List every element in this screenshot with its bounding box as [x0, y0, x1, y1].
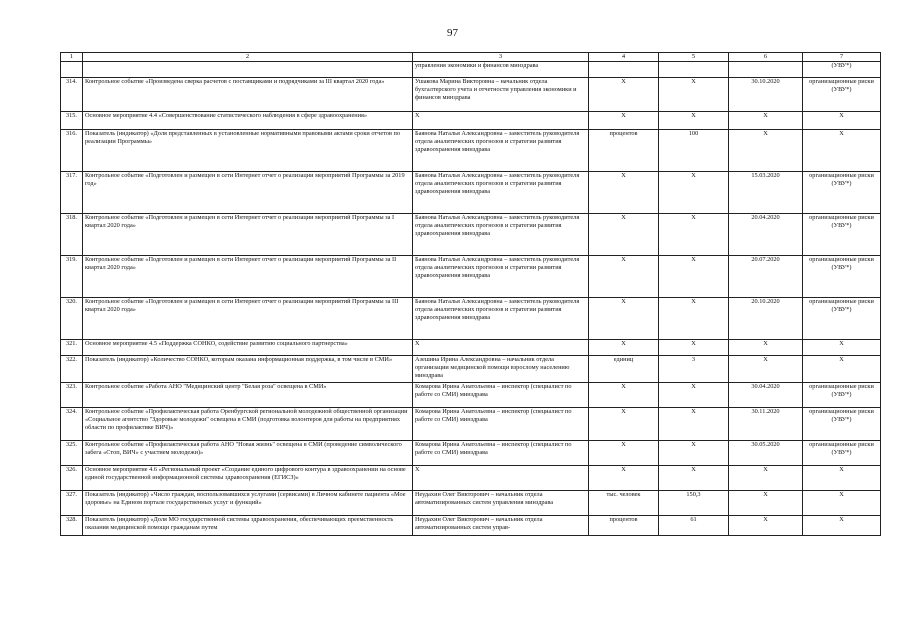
- cell-risk: X: [803, 466, 881, 491]
- table-row: [61, 112, 881, 130]
- column-header: 7: [803, 53, 881, 62]
- cell-num: [61, 62, 83, 78]
- cell-num: 324.: [61, 408, 83, 441]
- cell-value: 150,3: [659, 491, 729, 516]
- cell-risk: организационные риски (УВУ*): [803, 172, 881, 214]
- cell-value: X: [659, 214, 729, 256]
- cell-risk: X: [803, 356, 881, 383]
- cell-unit: [589, 62, 659, 78]
- cell-num: 318.: [61, 214, 83, 256]
- cell-num: 325.: [61, 441, 83, 466]
- cell-risk: организационные риски (УВУ*): [803, 408, 881, 441]
- cell-text: Контрольное событие «Подготовлен и размещен в сети Интернет отчет о реализации мероприятий Программы за III квартал 2020 года»: [83, 298, 413, 340]
- cell-date: 20.10.2020: [729, 298, 803, 340]
- cell-value: X: [659, 408, 729, 441]
- cell-unit: X: [589, 298, 659, 340]
- cell-date: [729, 62, 803, 78]
- cell-text: Контрольное событие «Подготовлен и размещен в сети Интернет отчет о реализации мероприятий Программы за II квартал 2020 года»: [83, 256, 413, 298]
- cell-date: 20.07.2020: [729, 256, 803, 298]
- cell-resp: Баянова Наталья Александровна – заместитель руководителя отдела аналитических прогнозов и стратегии развития здравоохранения минздрава: [413, 130, 589, 172]
- cell-num: 314.: [61, 78, 83, 112]
- cell-resp: Комарова Ирина Анатольевна – инспектор (специалист по работе со СМИ) минздрава: [413, 408, 589, 441]
- cell-text: Контрольное событие «Профилактическая работа Оренбургской региональной молодежной общественной организации «Социальное агентство "Здоровые молодежи" освещена в СМИ (подготовка волонтеров для работы на предприятиях области по профилактике ВИЧ)»: [83, 408, 413, 441]
- cell-resp: управления экономики и финансов минздрава: [413, 62, 589, 78]
- cell-unit: X: [589, 172, 659, 214]
- cell-value: X: [659, 256, 729, 298]
- cell-unit: X: [589, 441, 659, 466]
- cell-risk: организационные риски (УВУ*): [803, 383, 881, 408]
- cell-text: [83, 62, 413, 78]
- cell-risk: организационные риски (УВУ*): [803, 298, 881, 340]
- cell-resp: Неудахин Олег Викторович – начальник отдела автоматизированных систем управ-: [413, 516, 589, 536]
- cell-value: X: [659, 466, 729, 491]
- cell-text: Показатель (индикатор) «Доля представленных в установленные нормативными правовыми актами сроки отчетов по реализации Программы»: [83, 130, 413, 172]
- cell-num: 323.: [61, 383, 83, 408]
- cell-num: 322.: [61, 356, 83, 383]
- cell-risk: X: [803, 112, 881, 130]
- table-row: [61, 78, 881, 112]
- cell-risk: организационные риски (УВУ*): [803, 441, 881, 466]
- column-header: 1: [61, 53, 83, 62]
- cell-risk: X: [803, 491, 881, 516]
- cell-date: 30.04.2020: [729, 383, 803, 408]
- cell-date: X: [729, 491, 803, 516]
- cell-text: Контрольное событие «Подготовлен и размещен в сети Интернет отчет о реализации мероприятий Программы за I квартал 2020 года»: [83, 214, 413, 256]
- column-number-row: [61, 53, 881, 62]
- cell-date: 15.03.2020: [729, 172, 803, 214]
- cell-unit: X: [589, 256, 659, 298]
- cell-resp: Неудахин Олег Викторович – начальник отдела автоматизированных систем управления минздрава: [413, 491, 589, 516]
- table-row: [61, 466, 881, 491]
- table-row: [61, 172, 881, 214]
- cell-value: X: [659, 340, 729, 356]
- cell-num: 315.: [61, 112, 83, 130]
- cell-resp: X: [413, 466, 589, 491]
- cell-resp: Комарова Ирина Анатольевна – инспектор (специалист по работе со СМИ) минздрава: [413, 383, 589, 408]
- cell-risk: организационные риски (УВУ*): [803, 78, 881, 112]
- cell-num: 319.: [61, 256, 83, 298]
- cell-date: 20.04.2020: [729, 214, 803, 256]
- table-row: [61, 256, 881, 298]
- table-row: [61, 383, 881, 408]
- cell-value: X: [659, 172, 729, 214]
- table-row: [61, 340, 881, 356]
- cell-text: Основное мероприятие 4.4 «Совершенствование статистического наблюдения в сфере здравоохранения»: [83, 112, 413, 130]
- cell-text: Контрольное событие «Подготовлен и размещен в сети Интернет отчет о реализации мероприятий Программы за 2019 год»: [83, 172, 413, 214]
- cell-risk: организационные риски (УВУ*): [803, 214, 881, 256]
- cell-date: X: [729, 356, 803, 383]
- cell-value: X: [659, 441, 729, 466]
- cell-text: Контрольное событие «Произведена сверка расчетов с поставщиками и подрядчиками за III квартал 2020 года»: [83, 78, 413, 112]
- cell-risk: X: [803, 516, 881, 536]
- cell-risk: организационные риски (УВУ*): [803, 256, 881, 298]
- cell-num: 316.: [61, 130, 83, 172]
- cell-risk: X: [803, 130, 881, 172]
- column-header: 4: [589, 53, 659, 62]
- cell-unit: X: [589, 340, 659, 356]
- cell-value: 100: [659, 130, 729, 172]
- cell-unit: X: [589, 112, 659, 130]
- cell-num: 326.: [61, 466, 83, 491]
- cell-date: X: [729, 112, 803, 130]
- cell-text: Показатель (индикатор) «Доля МО государственной системы здравоохранения, обеспечивающих преемственность оказания медицинской помощи гражданам путем: [83, 516, 413, 536]
- cell-unit: X: [589, 78, 659, 112]
- cell-text: Показатель (индикатор) «Количество СОНКО, которым оказана информационная поддержка, в том числе в СМИ»: [83, 356, 413, 383]
- cell-text: Контрольное событие «Работа АНО "Медицинский центр "Белая роза" освещена в СМИ»: [83, 383, 413, 408]
- table-row: [61, 356, 881, 383]
- table-row: [61, 214, 881, 256]
- cell-text: Контрольное событие «Профилактическая работа АНО "Новая жизнь" освещена в СМИ (проведение символического забега «Стоп, ВИЧ» с участием молодежи)»: [83, 441, 413, 466]
- cell-resp: Баянова Наталья Александровна – заместитель руководителя отдела аналитических прогнозов и стратегии развития здравоохранения минздрава: [413, 214, 589, 256]
- cell-resp: Ушакова Марина Викторовна – начальник отдела бухгалтерского учета и отчетности управления экономики и финансов минздрава: [413, 78, 589, 112]
- cell-date: 30.05.2020: [729, 441, 803, 466]
- cell-value: [659, 62, 729, 78]
- cell-risk: X: [803, 340, 881, 356]
- table-row: [61, 62, 881, 78]
- cell-text: Основное мероприятие 4.5 «Поддержка СОНКО, содействие развитию социального партнерства»: [83, 340, 413, 356]
- cell-num: 321.: [61, 340, 83, 356]
- column-header: 6: [729, 53, 803, 62]
- cell-unit: X: [589, 466, 659, 491]
- column-header: 5: [659, 53, 729, 62]
- cell-num: 328.: [61, 516, 83, 536]
- table-row: [61, 516, 881, 536]
- cell-date: X: [729, 516, 803, 536]
- cell-value: 3: [659, 356, 729, 383]
- cell-text: Основное мероприятие 4.6 «Региональный проект «Создание единого цифрового контура в здравоохранении на основе единой государственной информационной системы здравоохранения (ЕГИСЗ)»: [83, 466, 413, 491]
- cell-resp: Комарова Ирина Анатольевна – инспектор (специалист по работе со СМИ) минздрава: [413, 441, 589, 466]
- cell-resp: Баянова Наталья Александровна – заместитель руководителя отдела аналитических прогнозов и стратегии развития здравоохранения минздрава: [413, 172, 589, 214]
- cell-date: X: [729, 340, 803, 356]
- cell-unit: единиц: [589, 356, 659, 383]
- cell-unit: X: [589, 408, 659, 441]
- cell-resp: X: [413, 112, 589, 130]
- table-row: [61, 130, 881, 172]
- cell-text: Показатель (индикатор) «Число граждан, воспользовавшихся услугами (сервисами) в Личном кабинете пациента «Мое здоровье» на Едином портале государственных услуг и функций»: [83, 491, 413, 516]
- column-header: 2: [83, 53, 413, 62]
- cell-date: X: [729, 466, 803, 491]
- cell-resp: X: [413, 340, 589, 356]
- cell-unit: X: [589, 383, 659, 408]
- column-header: 3: [413, 53, 589, 62]
- table-row: [61, 441, 881, 466]
- cell-date: X: [729, 130, 803, 172]
- cell-unit: процентов: [589, 130, 659, 172]
- cell-value: X: [659, 112, 729, 130]
- table-row: [61, 408, 881, 441]
- page-number: 97: [447, 27, 458, 39]
- cell-num: 317.: [61, 172, 83, 214]
- cell-risk: (УВУ*): [803, 62, 881, 78]
- cell-value: X: [659, 298, 729, 340]
- cell-date: 30.10.2020: [729, 78, 803, 112]
- cell-value: X: [659, 78, 729, 112]
- table-row: [61, 298, 881, 340]
- cell-unit: X: [589, 214, 659, 256]
- cell-resp: Баянова Наталья Александровна – заместитель руководителя отдела аналитических прогнозов и стратегии развития здравоохранения минздрава: [413, 298, 589, 340]
- document-table: [60, 52, 881, 536]
- cell-unit: процентов: [589, 516, 659, 536]
- cell-unit: тыс. человек: [589, 491, 659, 516]
- cell-value: 61: [659, 516, 729, 536]
- cell-num: 327.: [61, 491, 83, 516]
- cell-num: 320.: [61, 298, 83, 340]
- cell-value: X: [659, 383, 729, 408]
- cell-resp: Баянова Наталья Александровна – заместитель руководителя отдела аналитических прогнозов и стратегии развития здравоохранения минздрава: [413, 256, 589, 298]
- cell-resp: Азешина Ирина Александровна – начальник отдела организации медицинской помощи взрослому населению минздрава: [413, 356, 589, 383]
- table-row: [61, 491, 881, 516]
- cell-date: 30.11.2020: [729, 408, 803, 441]
